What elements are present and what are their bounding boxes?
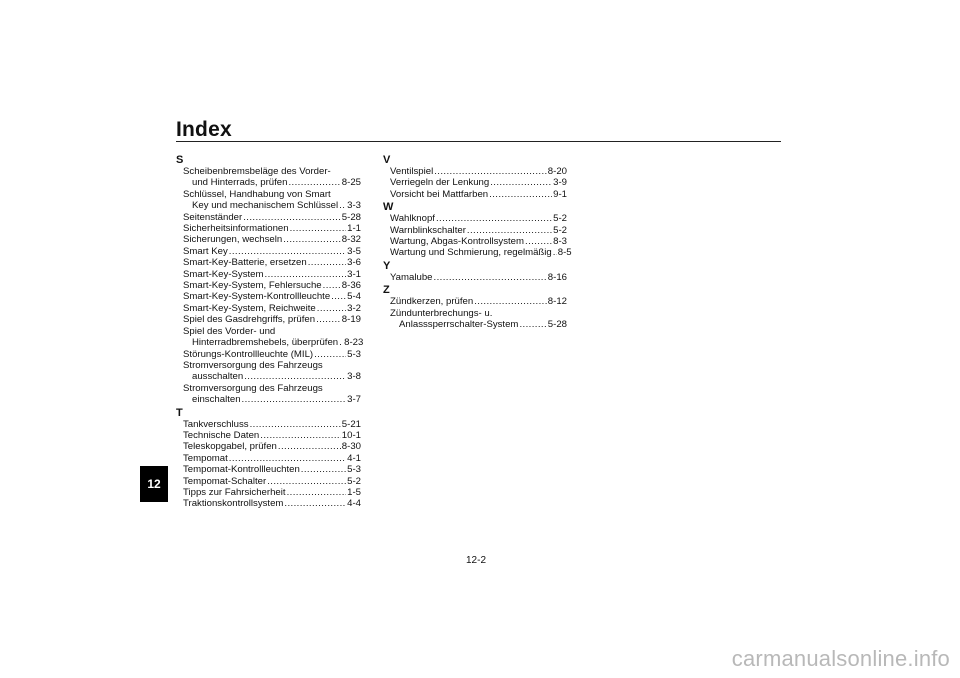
index-entry-first-line: Spiel des Vorder- und <box>183 325 276 337</box>
index-entry-text: Smart-Key-System <box>183 268 264 280</box>
index-entry-text: und Hinterrads, prüfen <box>192 177 288 189</box>
index-entry <box>176 394 361 405</box>
index-entry <box>176 212 361 223</box>
dot-leader <box>331 291 346 302</box>
index-entry-page: 3-1 <box>347 268 361 280</box>
index-letter-heading: W <box>383 201 394 214</box>
index-entry <box>383 177 567 188</box>
index-entry-page: 5-28 <box>341 211 361 223</box>
index-entry-text: Smart-Key-System, Fehlersuche <box>183 280 322 292</box>
index-entry-page: 3-5 <box>347 245 361 257</box>
index-entry <box>176 453 361 464</box>
index-entry-page: 5-4 <box>347 291 361 303</box>
dot-leader <box>229 453 346 464</box>
chapter-tab: 12 <box>140 466 168 502</box>
index-entry-page: 5-2 <box>347 475 361 487</box>
index-entry-page: 8-20 <box>547 166 567 177</box>
index-entry-page: 1-5 <box>347 486 361 498</box>
dot-leader <box>287 487 347 498</box>
dot-leader <box>519 319 546 330</box>
index-entry-page: 8-30 <box>341 441 361 453</box>
index-entry-first-line: Zündunterbrechungs- u. <box>390 307 493 319</box>
index-entry-first-line: Stromversorgung des Fahrzeugs <box>183 382 323 394</box>
index-entry-page: 3-6 <box>347 257 361 269</box>
index-entry-text: Yamalube <box>390 271 433 283</box>
page-title: Index <box>176 118 232 141</box>
index-entry <box>176 349 361 360</box>
dot-leader <box>553 247 557 258</box>
dot-leader <box>317 303 346 314</box>
index-entry <box>176 234 361 245</box>
index-entry <box>176 314 361 325</box>
index-entry-page: 8-23 <box>344 337 364 349</box>
index-entry <box>383 236 567 247</box>
index-entry-text: Sicherheitsinformationen <box>183 223 289 235</box>
index-entry <box>176 419 361 430</box>
index-entry-text: Zündkerzen, prüfen <box>390 296 474 308</box>
dot-leader <box>323 280 341 291</box>
index-entry-text: Wartung und Schmierung, regelmäßig <box>390 247 552 259</box>
index-entry-text: ausschalten <box>192 371 244 383</box>
index-entry <box>383 296 567 307</box>
index-entry-text: Technische Daten <box>183 429 260 441</box>
index-entry-page: 5-2 <box>553 224 567 236</box>
index-entry-page: 8-3 <box>553 236 567 248</box>
index-letter-heading: Y <box>383 259 391 272</box>
index-entry <box>176 487 361 498</box>
index-entry <box>176 441 361 452</box>
index-entry <box>176 476 361 487</box>
index-entry <box>176 291 361 302</box>
dot-leader <box>260 430 341 441</box>
dot-leader <box>265 269 347 280</box>
index-entry-text: Tipps zur Fahrsicherheit <box>183 486 286 498</box>
dot-leader <box>434 272 547 283</box>
index-entry-page: 8-19 <box>341 314 361 326</box>
index-entry-text: Wahlknopf <box>390 213 435 225</box>
index-entry-text: Vorsicht bei Mattfarben <box>390 188 489 200</box>
index-entry-text: Smart-Key-Batterie, ersetzen <box>183 257 307 269</box>
index-entry <box>176 464 361 475</box>
index-entry-text: Ventilspiel <box>390 166 434 177</box>
index-entry-first-line: Scheibenbremsbeläge des Vorder- <box>183 166 331 177</box>
index-entry-text: Teleskopgabel, prüfen <box>183 441 277 453</box>
index-entry-text: Smart Key <box>183 245 228 257</box>
index-entry-text: Spiel des Gasdrehgriffs, prüfen <box>183 314 316 326</box>
index-entry-page: 3-9 <box>553 177 567 189</box>
dot-leader <box>243 212 341 223</box>
index-letter-heading: S <box>176 154 184 166</box>
dot-leader <box>301 464 346 475</box>
dot-leader <box>314 349 346 360</box>
index-entry-text: Tempomat <box>183 452 228 464</box>
dot-leader <box>284 498 346 509</box>
index-entry-text: Seitenständer <box>183 211 243 223</box>
index-entry <box>383 272 567 283</box>
index-entry-text: Anlasssperrschalter-System <box>399 319 519 331</box>
index-entry-page: 3-3 <box>347 200 361 212</box>
index-entry-first-line: Stromversorgung des Fahrzeugs <box>183 359 323 371</box>
dot-leader <box>339 200 346 211</box>
index-entry-first-line: Schlüssel, Handhabung von Smart <box>183 188 331 200</box>
dot-leader <box>242 394 347 405</box>
index-entry-page: 8-16 <box>547 271 567 283</box>
index-entry-text: Warnblinkschalter <box>390 224 466 236</box>
index-letter-heading: T <box>176 406 183 419</box>
index-entry-page: 3-7 <box>347 394 361 406</box>
index-entry-page: 3-2 <box>347 302 361 314</box>
dot-leader <box>490 177 552 188</box>
index-entry <box>383 166 567 177</box>
index-entry-page: 4-4 <box>347 498 361 510</box>
page-number: 12-2 <box>466 555 487 566</box>
index-entry-text: Traktionskontrollsystem <box>183 498 284 510</box>
dot-leader <box>525 236 552 247</box>
dot-leader <box>434 166 547 177</box>
index-entry-text: Smart-Key-System, Reichweite <box>183 302 316 314</box>
index-entry-text: Tempomat-Schalter <box>183 475 267 487</box>
dot-leader <box>339 337 343 348</box>
watermark: carmanualsonline.info <box>731 646 950 671</box>
index-entry-text: Key und mechanischem Schlüssel <box>192 200 339 212</box>
index-column-right <box>383 153 572 331</box>
index-entry-page: 8-36 <box>341 280 361 292</box>
index-entry-page: 5-2 <box>553 213 567 225</box>
index-entry <box>176 200 361 211</box>
dot-leader <box>316 314 341 325</box>
dot-leader <box>244 371 346 382</box>
dot-leader <box>278 441 341 452</box>
index-entry <box>176 337 364 349</box>
index-entry <box>383 225 567 236</box>
index-column-left <box>176 153 364 510</box>
index-entry-text: Smart-Key-System-Kontrollleuchte <box>183 291 331 303</box>
index-letter-heading: V <box>383 154 391 166</box>
index-entry-text: Tempomat-Kontrollleuchten <box>183 464 300 476</box>
index-entry-page: 1-1 <box>347 223 361 235</box>
dot-leader <box>290 223 347 234</box>
dot-leader <box>308 257 346 268</box>
title-rule <box>176 141 781 142</box>
index-entry <box>383 213 567 224</box>
index-entry-page: 8-5 <box>557 247 572 259</box>
index-entry <box>176 303 361 314</box>
dot-leader <box>267 476 346 487</box>
index-entry <box>176 257 361 268</box>
index-entry-text: Sicherungen, wechseln <box>183 234 283 246</box>
dot-leader <box>436 213 552 224</box>
index-entry-page: 5-3 <box>347 464 361 476</box>
index-entry-page: 3-8 <box>347 371 361 383</box>
index-entry-text: einschalten <box>192 394 241 406</box>
index-letter-heading: Z <box>383 284 390 297</box>
index-entry <box>176 177 361 188</box>
index-entry-page: 8-32 <box>341 234 361 246</box>
index-entry-page: 5-21 <box>341 418 361 430</box>
index-entry <box>176 269 361 280</box>
index-entry <box>383 189 567 200</box>
index-entry-text: Hinterradbremshebels, überprüfen <box>192 337 339 349</box>
index-entry-page: 10-1 <box>341 429 361 441</box>
index-entry <box>176 371 361 382</box>
index-entry-page: 9-1 <box>553 188 567 200</box>
index-entry-page: 5-3 <box>347 348 361 360</box>
index-entry <box>176 223 361 234</box>
index-entry-text: Wartung, Abgas-Kontrollsystem <box>390 236 525 248</box>
index-entry-text: Störungs-Kontrollleuchte (MIL) <box>183 348 314 360</box>
dot-leader <box>474 296 547 307</box>
index-entry <box>176 246 361 257</box>
index-entry <box>176 498 361 509</box>
index-entry-page: 8-12 <box>547 296 567 308</box>
dot-leader <box>229 246 346 257</box>
index-entry <box>176 430 361 441</box>
index-entry-text: Verriegeln der Lenkung <box>390 177 490 189</box>
dot-leader <box>489 189 552 200</box>
index-entry-page: 8-25 <box>341 177 361 189</box>
index-entry-page: 4-1 <box>347 452 361 464</box>
index-entry <box>383 247 572 259</box>
index-entry-page: 5-28 <box>547 319 567 331</box>
index-entry-text: Tankverschluss <box>183 418 249 430</box>
dot-leader <box>288 177 340 188</box>
dot-leader <box>283 234 341 245</box>
index-entry <box>383 319 567 330</box>
index-entry <box>176 280 361 291</box>
dot-leader <box>467 225 552 236</box>
dot-leader <box>250 419 341 430</box>
